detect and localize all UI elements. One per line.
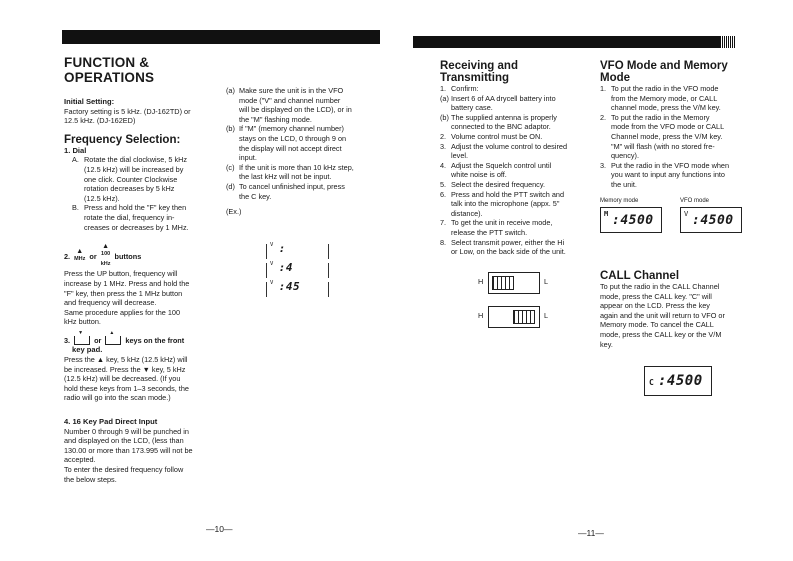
keypad-line: the below steps. (64, 474, 117, 484)
call-line: key. (600, 339, 613, 349)
mhz-label: MHz (74, 255, 86, 262)
item-line: Adjust the Squelch control until (451, 160, 552, 170)
item-line: the unit. (611, 179, 637, 189)
vfo-mode-caption: VFO mode (680, 198, 710, 204)
right-header-stripes (720, 36, 735, 48)
step-a (226, 86, 376, 124)
item-line: Confirm: (451, 84, 479, 93)
item-label: 3. (440, 141, 447, 151)
call-line: mode, press the CALL key or the V/M (600, 329, 722, 339)
dial-a-line: (12.5 kHz). (84, 193, 120, 203)
step-b (226, 124, 376, 162)
or-text: or (89, 251, 97, 261)
item-line: talk into the microphone (appx. 5" (451, 199, 560, 209)
item-line: Put the radio in the VFO mode when (611, 160, 730, 170)
item-label: A. (72, 155, 79, 165)
keys-heading-text: keys on the front (125, 335, 185, 345)
call-line: Memory mode. To cancel the CALL (600, 320, 714, 330)
item-line: mode from the VFO mode or CALL (611, 122, 725, 132)
lcd-edge (266, 263, 267, 278)
keys-line: hold these keys from 1–3 seconds, the (64, 383, 189, 393)
example-lcd-2 (270, 261, 293, 274)
vfo-list (600, 84, 750, 190)
example-lcd-column (266, 242, 336, 292)
list-item (440, 218, 590, 237)
left-header-bar (62, 30, 380, 44)
keys-line: (12.5 kHz) will be decreased. (If you (64, 374, 181, 384)
step-line: input. (239, 153, 257, 163)
keys-line: be increased. Press the ▼ key, 5 kHz (64, 364, 186, 374)
item-label: B. (72, 203, 79, 213)
dial-a-line: one click. Counter Clockwise (84, 174, 178, 184)
item-line: Volume control must be ON. (451, 131, 543, 141)
or-text: or (94, 335, 102, 345)
item-line: Select the desired frequency. (451, 179, 545, 189)
up-key-icon: ▲ (105, 336, 121, 345)
item-label: 2. (440, 131, 447, 141)
keypad-line: Number 0 through 9 will be punched in (64, 426, 189, 436)
dial-item-a (64, 155, 214, 203)
updown-line: Same procedure applies for the 100 (64, 307, 181, 317)
item-line: you want to input any functions into (611, 170, 725, 180)
memory-mode-lcd (600, 207, 662, 233)
left-page-number: —10— (206, 524, 233, 534)
item-label: (c) (226, 162, 235, 172)
item-label: (b) (440, 112, 449, 122)
down-key-icon: ▼ (74, 336, 90, 345)
updown-line: Press the UP button, frequency will (64, 269, 178, 279)
call-line: again and the unit will return to VFO or (600, 310, 725, 320)
item-line: To put the radio in the Memory (611, 112, 710, 122)
lcd-mode-indicator: V (270, 280, 274, 286)
item-label: 8. (440, 237, 447, 247)
lcd-mode-indicator: C (649, 378, 654, 387)
left-column-1 (64, 55, 214, 484)
right-header-bar (413, 36, 735, 48)
vfo-mode-lcd (680, 207, 742, 233)
lcd-mode-indicator: M (604, 210, 609, 218)
step-line: If "M" (memory channel number) (239, 124, 344, 134)
lcd-digits: : (278, 242, 286, 255)
right-column-1 (440, 60, 590, 257)
dial-a-line: rotation decreases by 5 kHz (84, 184, 175, 194)
item-label: 7. (440, 218, 447, 228)
lcd-digits: :4500 (658, 373, 703, 389)
keypad-heading: 4. 16 Key Pad Direct Input (64, 417, 158, 427)
keypad-line: and displayed on the LCD, (less than (64, 436, 184, 446)
updown-line: kHz button. (64, 317, 101, 327)
keys-line: radio will go into the scan mode.) (64, 393, 171, 403)
keypad-line: accepted. (64, 455, 96, 465)
receiving-heading: Receiving and Transmitting (440, 60, 518, 84)
dial-a-line: (12.5 kHz) will be increased by (84, 164, 184, 174)
lcd-edge (328, 263, 329, 278)
step-line: the display will not accept direct (239, 143, 342, 153)
list-item (440, 94, 590, 113)
updown-heading (64, 244, 214, 269)
item-line: white noise is off. (451, 170, 507, 180)
dial-item-b (64, 203, 214, 232)
list-item (440, 113, 590, 132)
list-item (440, 142, 590, 161)
list-item (600, 161, 750, 190)
switch-slider-icon (492, 276, 514, 290)
item-line: The supplied antenna is properly (451, 112, 557, 122)
lcd-mode-indicator: V (270, 261, 274, 267)
example-lcd-1 (270, 242, 286, 255)
keypad-line: 130.00 or more than 173.995 will not be (64, 445, 193, 455)
step-line: To cancel unfinished input, press (239, 181, 345, 191)
switch-l-label: L (544, 311, 549, 320)
mhz-up-button-icon: ▲ MHz (74, 249, 85, 265)
list-item (440, 180, 590, 190)
dial-b-line: creases or decreases by 1 MHz. (84, 222, 189, 232)
item-line: connected to the BNC adaptor. (451, 122, 551, 132)
dial-heading: 1. Dial (64, 145, 87, 155)
item-line: Select transmit power, either the Hi (451, 237, 565, 247)
step-line: If the unit is more than 10 kHz step, (239, 162, 354, 172)
call-line: mode, press the CALL key. "C" will (600, 291, 712, 301)
step-line: the C key. (239, 191, 272, 201)
example-lcd-3 (270, 280, 300, 293)
right-page-number: —11— (578, 528, 604, 538)
item-line: channel mode, press the V/M key. (611, 103, 721, 113)
step-line: the last kHz will not be input. (239, 172, 332, 182)
item-label: (d) (226, 181, 235, 191)
item-label: (b) (226, 124, 235, 134)
step-line: stays on the LCD, 0 through 9 on (239, 133, 347, 143)
switch-body (488, 306, 540, 328)
item-line: To put the radio in the VFO mode (611, 84, 719, 93)
item-line: Channel mode, press the V/M key. (611, 131, 723, 141)
updown-line: "F" key, then press the 1 MHz button (64, 288, 183, 298)
item-label: 3. (64, 335, 71, 345)
updown-line: increase by 1 MHz. Press and hold the (64, 278, 190, 288)
dial-a-line: Rotate the dial clockwise, 5 kHz (84, 155, 188, 165)
lcd-mode-indicator: V (270, 242, 274, 248)
khz-label: kHz (100, 260, 111, 267)
step-line: will be displayed on the LCD), or in (239, 105, 352, 115)
keys-line: Press the ▲ key, 5 kHz (12.5 kHz) will (64, 355, 188, 365)
list-item (440, 238, 590, 257)
list-item (440, 161, 590, 180)
example-label: (Ex.) (226, 207, 242, 217)
initial-line: 12.5 kHz. (DJ-162ED) (64, 116, 136, 126)
switch-l-label: L (544, 277, 549, 286)
item-line: "M" will flash (with no stored fre- (611, 141, 715, 151)
call-heading: CALL Channel (600, 270, 680, 282)
item-label: 3. (600, 160, 607, 170)
switch-slider-icon (513, 310, 535, 324)
lcd-digits: :4500 (612, 213, 654, 228)
initial-line: Factory setting is 5 kHz. (DJ-162TD) or (64, 106, 191, 116)
switch-h-label: H (478, 277, 484, 286)
memory-mode-caption: Memory mode (600, 198, 639, 204)
lcd-edge (328, 282, 329, 297)
list-item (440, 190, 590, 219)
step-line: the "M" flashing mode. (239, 114, 312, 124)
lcd-digits: :45 (278, 280, 301, 293)
item-line: To get the unit in receive mode, (451, 218, 553, 228)
receiving-list (440, 84, 590, 257)
lcd-edge (328, 244, 329, 259)
khz-up-button-icon: ▲ 100 kHz (101, 244, 111, 269)
item-line: release the PTT switch. (451, 227, 528, 237)
lcd-mode-indicator: V (684, 210, 689, 218)
dial-b-line: rotate the dial, frequency in- (84, 212, 175, 222)
item-line: Press and hold the PTT switch and (451, 189, 565, 199)
list-item (600, 113, 750, 161)
step-d (226, 182, 376, 201)
item-label: 2. (64, 251, 71, 261)
dial-b-line: Press and hold the "F" key then (84, 203, 187, 213)
left-column-2 (226, 86, 376, 217)
list-item (440, 84, 590, 94)
updown-line: and frequency will decrease. (64, 298, 157, 308)
lcd-edge (266, 244, 267, 259)
hundred-label: 100 (101, 251, 111, 258)
call-channel-section (600, 270, 750, 349)
vfo-heading: VFO Mode and Memory Mode (600, 60, 728, 84)
item-label: (a) (440, 93, 449, 103)
keypad-line: To enter the desired frequency follow (64, 465, 184, 474)
switch-body (488, 272, 540, 294)
list-item (440, 132, 590, 142)
item-line: level. (451, 151, 469, 161)
item-label: 6. (440, 189, 447, 199)
item-label: 2. (600, 112, 607, 122)
call-mode-lcd (644, 366, 712, 396)
switch-h-label: H (478, 311, 484, 320)
frequency-selection-heading: Frequency Selection: (64, 133, 181, 146)
item-label: 1. (600, 84, 607, 93)
item-line: battery case. (451, 103, 493, 113)
item-label: 4. (440, 160, 447, 170)
initial-setting-heading: Initial Setting: (64, 97, 115, 106)
item-line: quency). (611, 151, 639, 161)
power-switch-diagram-1 (478, 272, 558, 294)
keys-heading (64, 330, 214, 346)
right-column-2 (600, 60, 750, 190)
call-line: appear on the LCD. Press the key (600, 301, 710, 311)
lcd-digits: :4 (278, 261, 293, 274)
item-line: from the Memory mode, or CALL (611, 93, 718, 103)
lcd-edge (266, 282, 267, 297)
item-label: 5. (440, 179, 447, 189)
power-switch-diagram-2 (478, 306, 558, 328)
step-line: mode ("V" and channel number (239, 95, 341, 105)
keys-heading-text-2: key pad. (72, 345, 103, 355)
item-line: or Low, on the back side of the unit. (451, 247, 566, 257)
call-line: To put the radio in the CALL Channel (600, 282, 720, 291)
step-c (226, 163, 376, 182)
list-item (600, 84, 750, 113)
buttons-text: buttons (114, 251, 142, 261)
item-line: Adjust the volume control to desired (451, 141, 568, 151)
item-label: 1. (440, 84, 447, 93)
item-label: (a) (226, 86, 235, 95)
item-line: distance). (451, 208, 483, 218)
item-line: Insert 6 of AA drycell battery into (451, 93, 556, 103)
step-line: Make sure the unit is in the VFO (239, 86, 344, 95)
page-title: FUNCTION & OPERATIONS (64, 55, 155, 85)
lcd-digits: :4500 (692, 213, 734, 228)
